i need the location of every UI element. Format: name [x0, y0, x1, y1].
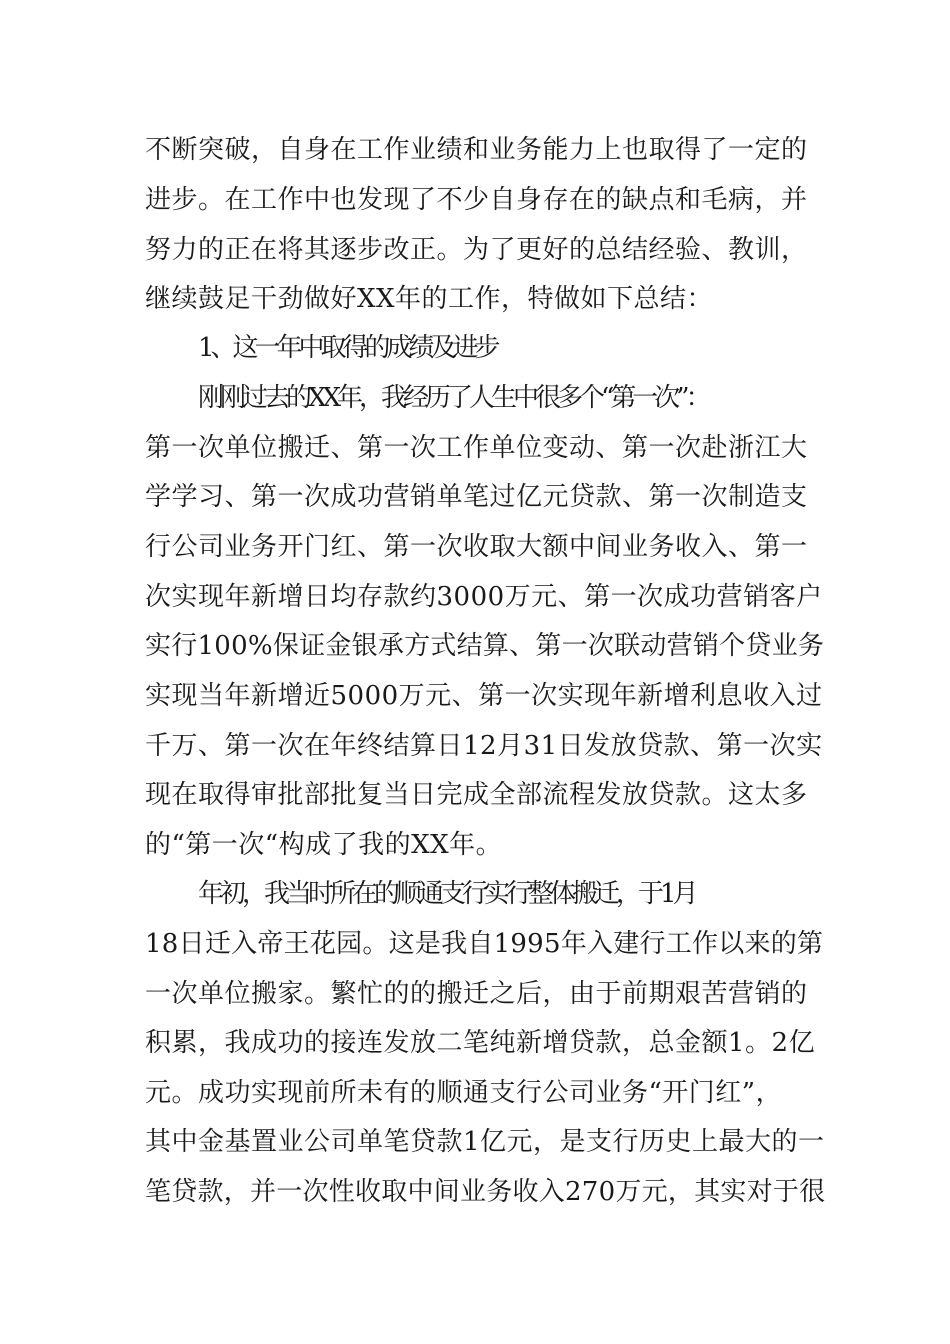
text-line: 现在取得审批部批复当日完成全部流程发放贷款。这太多	[145, 780, 808, 810]
text-line: 继续鼓足干劲做好XX年的工作，特做如下总结：	[145, 284, 714, 314]
text-line: 其中金基置业公司单笔贷款1亿元，是支行历史上最大的一	[145, 1127, 825, 1157]
text-line: 18日迁入帝王花园。这是我自1995年入建行工作以来的第	[145, 929, 824, 959]
paragraph-start-line: 年初，我当时所在的顺通支行实行整体搬迁，于1月	[198, 879, 695, 909]
text-line: 千万、第一次在年终结算日12月31日发放贷款、第一次实	[145, 731, 823, 761]
text-line: 笔贷款，并一次性收取中间业务收入270万元，其实对于很	[145, 1177, 826, 1207]
text-line: 努力的正在将其逐步改正。为了更好的总结经验、教训，	[145, 235, 808, 265]
text-line: 实行100%保证金银承方式结算、第一次联动营销个贷业务	[145, 631, 825, 661]
text-line: 学学习、第一次成功营销单笔过亿元贷款、第一次制造支	[145, 482, 808, 512]
text-line: 不断突破，自身在工作业绩和业务能力上也取得了一定的	[145, 135, 808, 165]
section-heading: 1、这一年中取得的成绩及进步	[198, 333, 497, 363]
text-line: 元。成功实现前所未有的顺通支行公司业务“开门红”，	[145, 1078, 783, 1108]
text-line: 进步。在工作中也发现了不少自身存在的缺点和毛病，并	[145, 185, 808, 215]
text-line: 积累，我成功的接连发放二笔纯新增贷款，总金额1。2亿	[145, 1028, 816, 1058]
text-line: 一次单位搬家。繁忙的的搬迁之后，由于前期艰苦营销的	[145, 979, 808, 1009]
text-line: 实现当年新增近5000万元、第一次实现年新增利息收入过	[145, 681, 823, 711]
text-line: 的“第一次“构成了我的XX年。	[145, 830, 503, 860]
text-line: 行公司业务开门红、第一次收取大额中间业务收入、第一	[145, 532, 808, 562]
text-line: 次实现年新增日均存款约3000万元、第一次成功营销客户	[145, 582, 823, 612]
text-line: 第一次单位搬迁、第一次工作单位变动、第一次赴浙江大	[145, 433, 808, 463]
paragraph-start-line: 刚刚过去的XX年，我经历了人生中很多个“第一次”：	[198, 383, 708, 413]
